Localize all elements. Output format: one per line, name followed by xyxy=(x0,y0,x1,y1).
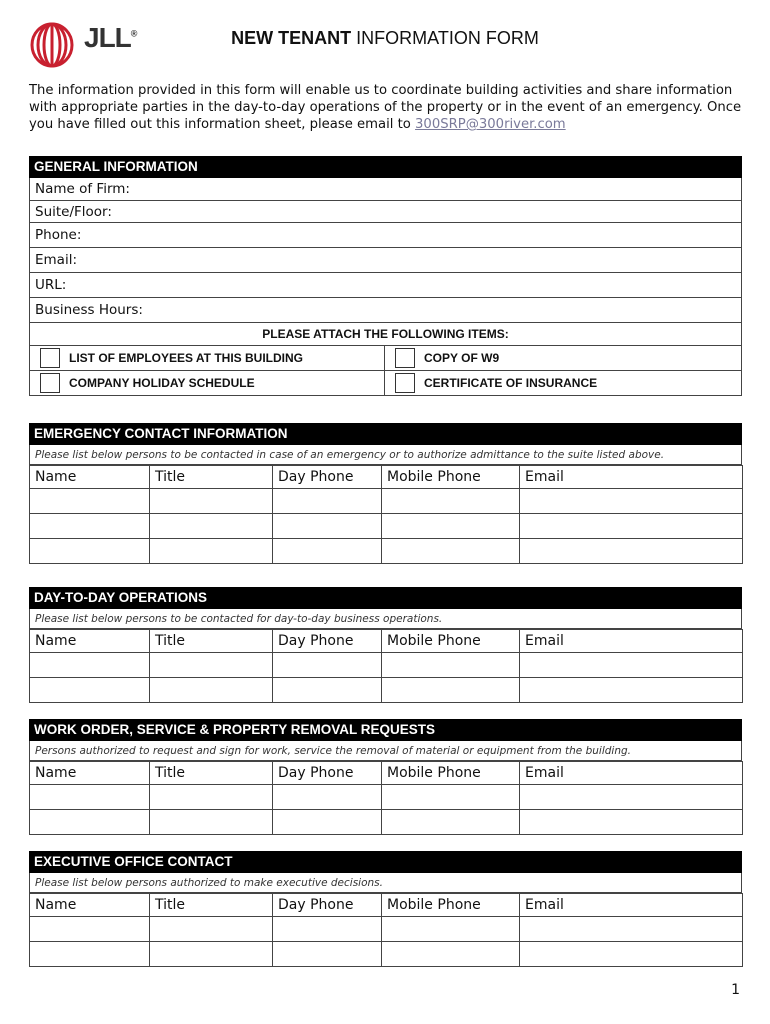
email-field[interactable]: Email: xyxy=(29,248,742,273)
table-cell[interactable] xyxy=(273,653,382,678)
table-cell[interactable] xyxy=(30,514,150,539)
attach-item-label: CERTIFICATE OF INSURANCE xyxy=(424,376,598,390)
table-cell[interactable] xyxy=(30,489,150,514)
table-cell[interactable] xyxy=(520,917,743,942)
column-header: Day Phone xyxy=(273,894,382,917)
logo-text: JLL® xyxy=(84,22,137,53)
executive-office-section xyxy=(29,851,742,967)
table-cell[interactable] xyxy=(520,653,743,678)
table-cell[interactable] xyxy=(382,917,520,942)
table-cell[interactable] xyxy=(520,539,743,564)
table-cell[interactable] xyxy=(273,539,382,564)
table-row xyxy=(30,942,743,967)
table-row xyxy=(30,539,743,564)
table-cell[interactable] xyxy=(30,917,150,942)
attach-heading: PLEASE ATTACH THE FOLLOWING ITEMS: xyxy=(29,323,742,346)
column-header: Title xyxy=(150,894,273,917)
contacts-table xyxy=(29,893,743,967)
table-cell[interactable] xyxy=(382,785,520,810)
table-cell[interactable] xyxy=(150,917,273,942)
contacts-table xyxy=(29,465,743,564)
table-cell[interactable] xyxy=(382,514,520,539)
table-cell[interactable] xyxy=(30,810,150,835)
w9-checkbox[interactable] xyxy=(395,348,415,368)
column-header: Title xyxy=(150,762,273,785)
table-cell[interactable] xyxy=(520,810,743,835)
table-cell[interactable] xyxy=(30,785,150,810)
table-cell[interactable] xyxy=(150,489,273,514)
section-note: Please list below persons to be contacted in case of an emergency or to authorize admittance to the suite listed above. xyxy=(29,445,742,465)
table-row xyxy=(30,810,743,835)
attach-row xyxy=(29,371,742,396)
employees-list-checkbox[interactable] xyxy=(40,348,60,368)
url-field[interactable]: URL: xyxy=(29,273,742,298)
table-cell[interactable] xyxy=(273,678,382,703)
table-cell[interactable] xyxy=(150,514,273,539)
table-cell[interactable] xyxy=(520,678,743,703)
contacts-table xyxy=(29,761,743,835)
table-cell[interactable] xyxy=(30,539,150,564)
column-header: Mobile Phone xyxy=(382,762,520,785)
table-cell[interactable] xyxy=(150,785,273,810)
attach-item-label: COPY OF W9 xyxy=(424,351,500,365)
table-row xyxy=(30,514,743,539)
table-cell[interactable] xyxy=(382,678,520,703)
table-cell[interactable] xyxy=(382,810,520,835)
table-header-row xyxy=(30,466,743,489)
section-note: Persons authorized to request and sign for work, service the removal of material or equipment from the building. xyxy=(29,741,742,761)
table-cell[interactable] xyxy=(150,678,273,703)
table-cell[interactable] xyxy=(273,785,382,810)
attach-row xyxy=(29,346,742,371)
column-header: Day Phone xyxy=(273,466,382,489)
insurance-certificate-checkbox[interactable] xyxy=(395,373,415,393)
table-cell[interactable] xyxy=(273,942,382,967)
table-row xyxy=(30,489,743,514)
column-header: Name xyxy=(30,466,150,489)
attach-item-label: COMPANY HOLIDAY SCHEDULE xyxy=(69,376,255,390)
table-cell[interactable] xyxy=(150,539,273,564)
section-note: Please list below persons to be contacted for day-to-day business operations. xyxy=(29,609,742,629)
section-heading: EXECUTIVE OFFICE CONTACT xyxy=(29,851,742,873)
day-to-day-section xyxy=(29,587,742,703)
column-header: Mobile Phone xyxy=(382,630,520,653)
intro-paragraph: The information provided in this form will enable us to coordinate building activities and share information with appropriate parties in the day-to-day operations of the property or in the event of an emergency. Once you have filled out this information sheet, please email to 300SRP@300river.com xyxy=(29,83,742,132)
emergency-contact-section xyxy=(29,423,742,564)
table-cell[interactable] xyxy=(520,785,743,810)
section-heading: DAY-TO-DAY OPERATIONS xyxy=(29,587,742,609)
table-row xyxy=(30,917,743,942)
phone-field[interactable]: Phone: xyxy=(29,223,742,248)
section-note: Please list below persons authorized to make executive decisions. xyxy=(29,873,742,893)
table-row xyxy=(30,785,743,810)
column-header: Name xyxy=(30,762,150,785)
column-header: Email xyxy=(520,894,743,917)
column-header: Mobile Phone xyxy=(382,466,520,489)
column-header: Title xyxy=(150,630,273,653)
email-link[interactable]: 300SRP@300river.com xyxy=(415,117,566,132)
table-cell[interactable] xyxy=(30,678,150,703)
column-header: Day Phone xyxy=(273,762,382,785)
table-cell[interactable] xyxy=(382,489,520,514)
table-cell[interactable] xyxy=(273,810,382,835)
table-cell[interactable] xyxy=(520,942,743,967)
page-title: NEW TENANT INFORMATION FORM xyxy=(231,28,539,48)
column-header: Name xyxy=(30,894,150,917)
suite-floor-field[interactable]: Suite/Floor: xyxy=(29,201,742,224)
column-header: Title xyxy=(150,466,273,489)
section-heading: GENERAL INFORMATION xyxy=(29,156,742,178)
column-header: Name xyxy=(30,630,150,653)
table-cell[interactable] xyxy=(150,810,273,835)
table-cell[interactable] xyxy=(150,942,273,967)
table-cell[interactable] xyxy=(273,514,382,539)
holiday-schedule-checkbox[interactable] xyxy=(40,373,60,393)
table-cell[interactable] xyxy=(382,653,520,678)
table-header-row xyxy=(30,762,743,785)
table-cell[interactable] xyxy=(273,917,382,942)
table-cell[interactable] xyxy=(382,942,520,967)
table-header-row xyxy=(30,894,743,917)
table-cell[interactable] xyxy=(150,653,273,678)
general-information-section xyxy=(29,156,742,396)
table-header-row xyxy=(30,630,743,653)
section-heading: WORK ORDER, SERVICE & PROPERTY REMOVAL REQUESTS xyxy=(29,719,742,741)
name-of-firm-field[interactable]: Name of Firm: xyxy=(29,178,742,201)
table-cell[interactable] xyxy=(520,514,743,539)
section-heading: EMERGENCY CONTACT INFORMATION xyxy=(29,423,742,445)
table-cell[interactable] xyxy=(30,942,150,967)
contacts-table xyxy=(29,629,743,703)
column-header: Email xyxy=(520,630,743,653)
attach-item-label: LIST OF EMPLOYEES AT THIS BUILDING xyxy=(69,351,304,365)
business-hours-field[interactable]: Business Hours: xyxy=(29,298,742,323)
work-order-section xyxy=(29,719,742,835)
column-header: Email xyxy=(520,762,743,785)
page-number: 1 xyxy=(731,982,740,998)
table-row xyxy=(30,678,743,703)
table-cell[interactable] xyxy=(520,489,743,514)
table-cell[interactable] xyxy=(273,489,382,514)
column-header: Email xyxy=(520,466,743,489)
column-header: Day Phone xyxy=(273,630,382,653)
table-cell[interactable] xyxy=(30,653,150,678)
table-cell[interactable] xyxy=(382,539,520,564)
table-row xyxy=(30,653,743,678)
column-header: Mobile Phone xyxy=(382,894,520,917)
